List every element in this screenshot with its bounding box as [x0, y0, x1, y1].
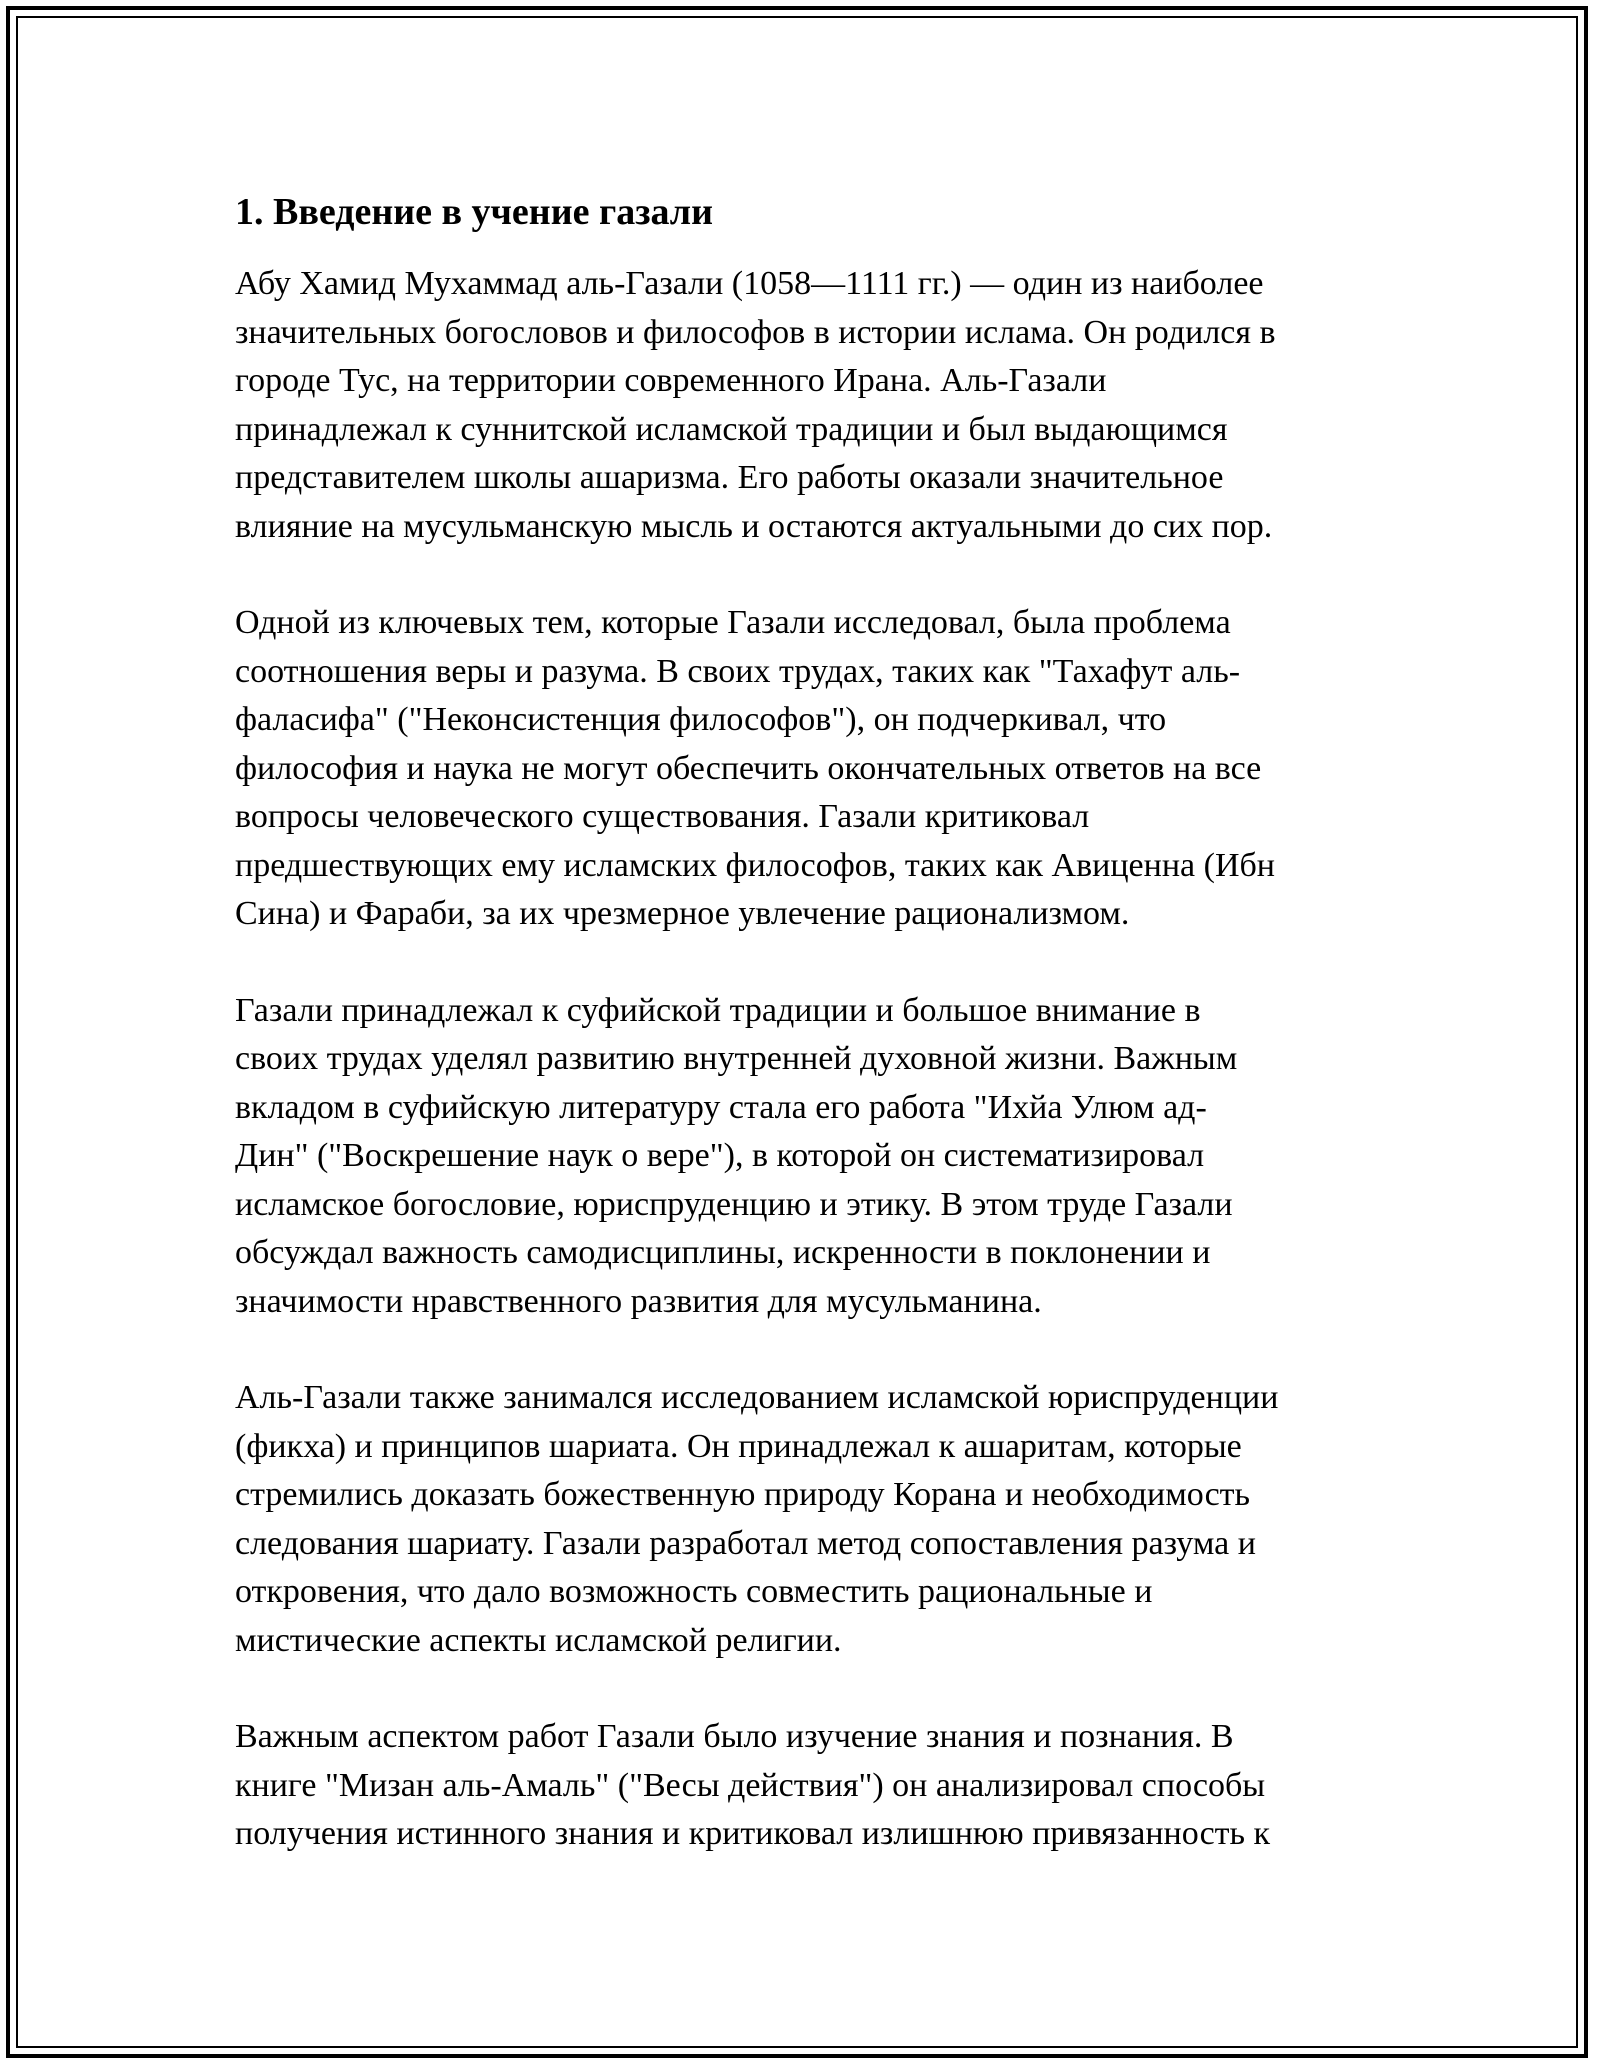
- text-line: Важным аспектом работ Газали было изучение знания и познания. В: [235, 1718, 1234, 1755]
- text-line: Дин" ("Воскрешение наук о вере"), в которой он систематизировал: [235, 1137, 1205, 1174]
- paragraph-1: [235, 260, 1375, 551]
- text-line: Сина) и Фараби, за их чрезмерное увлечение рационализмом.: [235, 895, 1130, 932]
- text-line: получения истинного знания и критиковал излишнюю привязанность к: [235, 1815, 1271, 1852]
- paragraph-4: [235, 1374, 1375, 1665]
- text-line: Аль-Газали также занимался исследованием исламской юриспруденции: [235, 1379, 1279, 1416]
- text-line: книге "Мизан аль-Амаль" ("Весы действия") он анализировал способы: [235, 1766, 1266, 1804]
- text-line: соотношения веры и разума. В своих трудах, таких как "Тахафут аль-: [235, 652, 1241, 690]
- text-line: значимости нравственного развития для мусульманина.: [235, 1282, 1042, 1320]
- text-line: представителем школы ашаризма. Его работы оказали значительное: [235, 459, 1224, 496]
- text-line: вопросы человеческого существования. Газали критиковал: [235, 798, 1090, 835]
- text-line: обсуждал важность самодисциплины, искренности в поклонении и: [235, 1234, 1211, 1271]
- text-line: значительных богословов и философов в истории ислама. Он родился в: [235, 313, 1276, 351]
- text-line: принадлежал к суннитской исламской традиции и был выдающимся: [235, 410, 1228, 448]
- text-line: вкладом в суфийскую литературу стала его работа "Ихйа Улюм ад-: [235, 1088, 1207, 1126]
- text-line: Газали принадлежал к суфийской традиции и большое внимание в: [235, 991, 1201, 1029]
- text-line: городе Тус, на территории современного Ирана. Аль-Газали: [235, 362, 1107, 399]
- text-line: своих трудах уделял развитию внутренней духовной жизни. Важным: [235, 1040, 1238, 1077]
- text-line: предшествующих ему исламских философов, таких как Авиценна (Ибн: [235, 846, 1275, 884]
- document-body: [235, 188, 1375, 1859]
- text-line: фаласифа" ("Неконсистенция философов"), он подчеркивал, что: [235, 701, 1167, 738]
- text-line: влияние на мусульманскую мысль и остаются актуальными до сих пор.: [235, 507, 1273, 545]
- paragraph-2: [235, 599, 1375, 939]
- paragraph-5: [235, 1713, 1375, 1859]
- text-line: стремились доказать божественную природу Корана и необходимость: [235, 1476, 1251, 1513]
- text-line: мистические аспекты исламской религии.: [235, 1621, 842, 1659]
- section-heading: 1. Введение в учение газали: [235, 191, 714, 233]
- text-line: Одной из ключевых тем, которые Газали исследовал, была проблема: [235, 604, 1231, 641]
- paragraph-3: [235, 987, 1375, 1327]
- text-line: исламское богословие, юриспруденцию и этику. В этом труде Газали: [235, 1185, 1233, 1223]
- text-line: (фикха) и принципов шариата. Он принадлежал к ашаритам, которые: [235, 1427, 1242, 1465]
- text-line: откровения, что дало возможность совместить рациональные и: [235, 1573, 1153, 1610]
- text-line: Абу Хамид Мухаммад аль-Газали (1058—1111 гг.) — один из наиболее: [235, 265, 1264, 302]
- text-line: следования шариату. Газали разработал метод сопоставления разума и: [235, 1524, 1256, 1562]
- text-line: философия и наука не могут обеспечить окончательных ответов на все: [235, 749, 1262, 787]
